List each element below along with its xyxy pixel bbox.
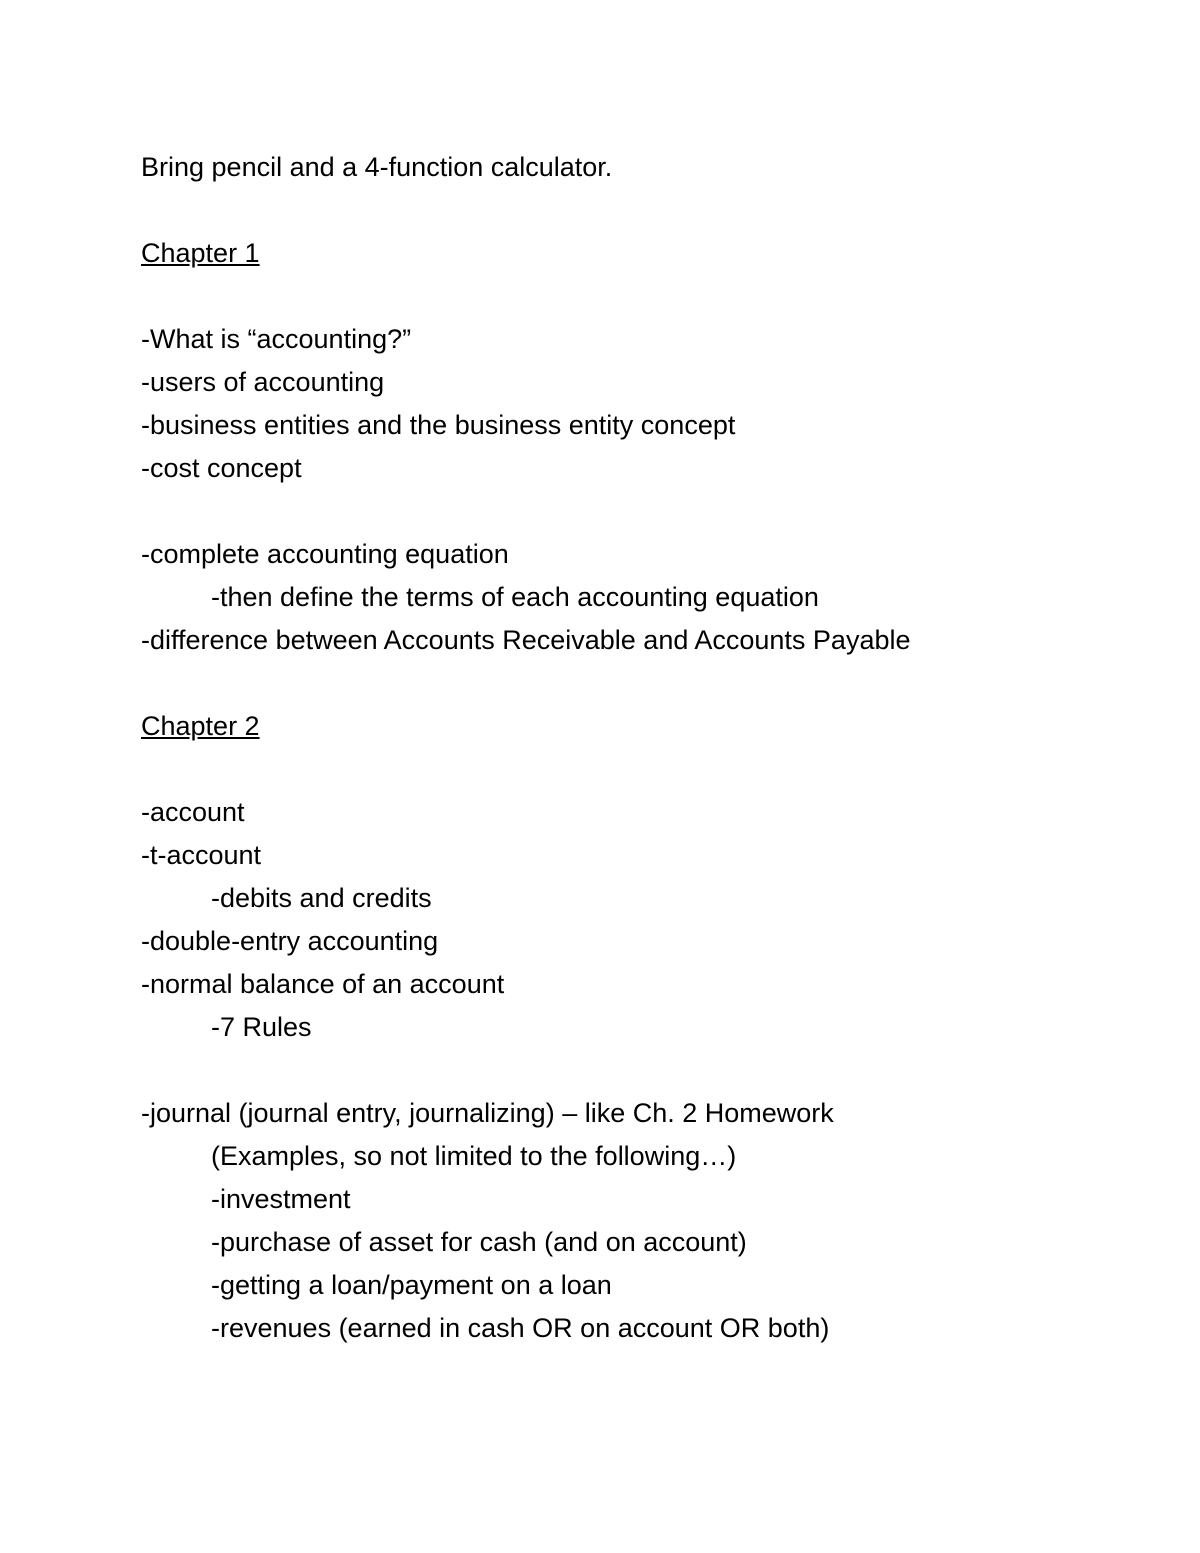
intro-line: Bring pencil and a 4-function calculator. [141, 152, 613, 182]
text-line: -cost concept [141, 453, 302, 483]
text-line-indented: -then define the terms of each accounting equation [211, 582, 819, 612]
text-line: -account [141, 797, 245, 827]
chapter-1-heading: Chapter 1 [141, 238, 260, 268]
text-line: -What is “accounting?” [141, 324, 412, 354]
text-line-indented: -revenues (earned in cash OR on account OR both) [211, 1313, 830, 1343]
text-line: -normal balance of an account [141, 969, 505, 999]
text-line: -journal (journal entry, journalizing) – like Ch. 2 Homework [141, 1098, 834, 1128]
blank-line [141, 189, 1110, 232]
blank-line [141, 1049, 1110, 1092]
text-line: -users of accounting [141, 367, 385, 397]
text-line-indented: (Examples, so not limited to the following…) [211, 1141, 737, 1171]
text-line: -business entities and the business entity concept [141, 410, 736, 440]
text-line-indented: -7 Rules [211, 1012, 312, 1042]
blank-line [141, 748, 1110, 791]
text-line: -double-entry accounting [141, 926, 439, 956]
chapter-2-heading: Chapter 2 [141, 711, 260, 741]
text-line: -difference between Accounts Receivable and Accounts Payable [141, 625, 911, 655]
text-line-indented: -investment [211, 1184, 351, 1214]
text-line: -t-account [141, 840, 262, 870]
blank-line [141, 275, 1110, 318]
blank-line [141, 490, 1110, 533]
text-line: -complete accounting equation [141, 539, 509, 569]
blank-line [141, 662, 1110, 705]
text-line-indented: -getting a loan/payment on a loan [211, 1270, 612, 1300]
text-line-indented: -debits and credits [211, 883, 432, 913]
text-line-indented: -purchase of asset for cash (and on account) [211, 1227, 747, 1257]
